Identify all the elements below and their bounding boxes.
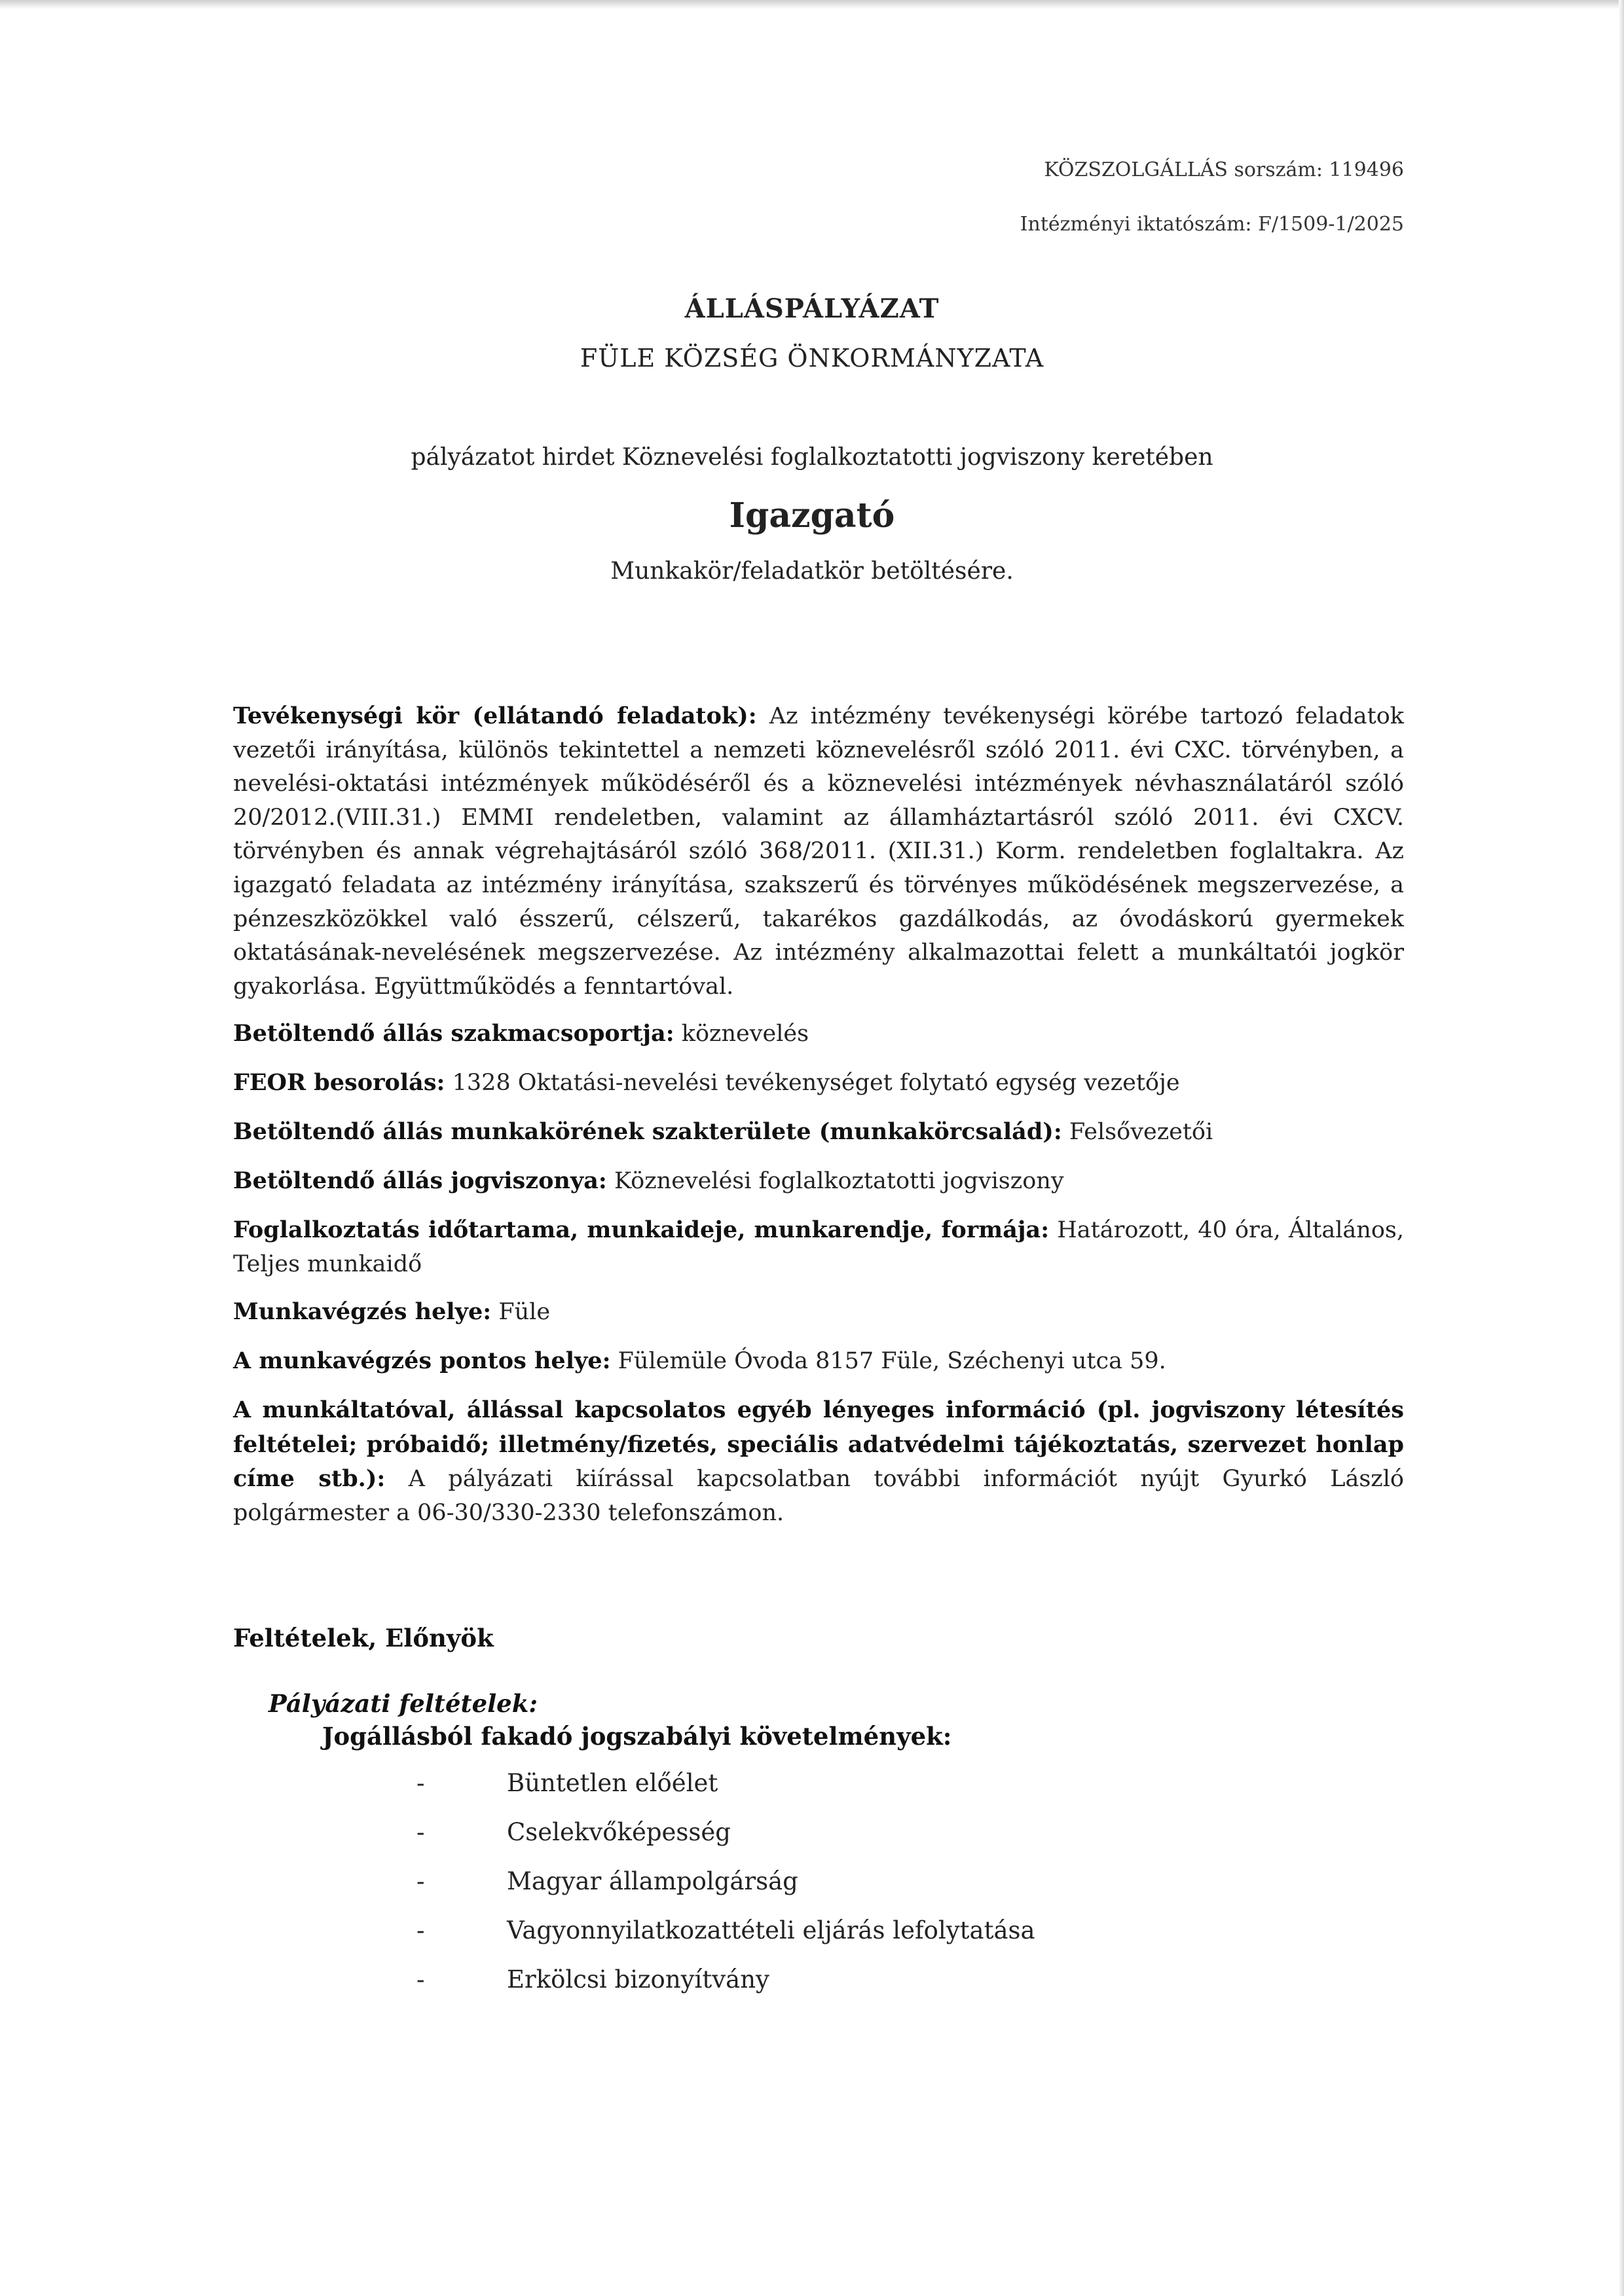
list-dash: - (416, 1965, 425, 1994)
position-title: Igazgató (729, 496, 895, 536)
list-dash: - (416, 1867, 425, 1895)
place-label: Munkavégzés helye: (233, 1298, 492, 1325)
employment-text: Határozott, 40 óra, Általános, Teljes munkaidő (233, 1217, 1404, 1277)
other-info-paragraph (233, 1393, 1404, 1530)
position-subtitle: Munkakör/feladatkör betöltésére. (610, 558, 1014, 585)
feor-paragraph (233, 1066, 1404, 1101)
field-label: Betöltendő állás szakmacsoportja: (233, 1020, 674, 1047)
ref-number: KÖZSZOLGÁLLÁS sorszám: 119496 (1044, 158, 1404, 181)
requirements-heading: Jogállásból fakadó jogszabályi követelmények: (322, 1722, 952, 1751)
activity-label: Tevékenységi kör (ellátandó feladatok): (233, 702, 757, 729)
family-paragraph (233, 1115, 1404, 1150)
family-label: Betöltendő állás munkakörének szakterülete (munkakörcsalád): (233, 1118, 1062, 1145)
list-dash: - (416, 1818, 425, 1846)
document-type-heading: ÁLLÁSPÁLYÁZAT (684, 293, 940, 324)
exact-place-paragraph (233, 1344, 1404, 1379)
feor-text: 1328 Oktatási-nevelési tevékenységet folytató egység vezetője (445, 1070, 1180, 1096)
requirement-text: Cselekvőképesség (507, 1818, 731, 1846)
requirement-text: Magyar állampolgárság (507, 1867, 798, 1895)
conditions-heading: Feltételek, Előnyök (233, 1624, 494, 1652)
organization-heading: FÜLE KÖZSÉG ÖNKORMÁNYZATA (580, 344, 1044, 373)
place-text: Füle (491, 1299, 551, 1325)
field-paragraph (233, 1017, 1404, 1051)
activity-text: Az intézmény tevékenységi körébe tartozó feladatok vezetői irányítása, különös tekintettel a nemzeti köznevelésről szóló 2011. évi CXC. törvényben, a nevelési-oktatási intézmények működéséről és a köznevelési intézmények névhasználatáról szóló 20/2012.(VIII.31.) EMMI rendeletben, valamint az államháztartásról szóló 2011. évi CXCV. törvényben és annak végrehajtásáról szóló 368/2011. (XII.31.) Korm. rendeletben foglaltakra. Az igazgató feladata az intézmény irányítása, szakszerű és törvényes működésének megszervezése, a pénzeszközökkel való ésszerű, célszerű, takarékos gazdálkodás, az óvodáskorú gyermekek oktatásának-nevelésének megszervezése. Az intézmény alkalmazottai felett a munkáltatói jogkör gyakorlása. Együttműködés a fenntartóval. (233, 703, 1404, 1000)
list-dash: - (416, 1916, 425, 1944)
exact-place-text: Fülemüle Óvoda 8157 Füle, Széchenyi utca 59. (610, 1348, 1166, 1374)
relation-label: Betöltendő állás jogviszonya: (233, 1167, 607, 1194)
other-info-label: A munkáltatóval, állással kapcsolatos egyéb lényeges információ (pl. jogviszony létesítés feltételei; próbaidő; illetmény/fizetés, speciális adatvédelmi tájékoztatás, szervezet honlap címe stb.): (233, 1396, 1404, 1493)
feor-label: FEOR besorolás: (233, 1069, 445, 1096)
relation-text: Köznevelési foglalkoztatotti jogviszony (606, 1168, 1064, 1194)
family-text: Felsővezetői (1061, 1119, 1213, 1145)
place-paragraph (233, 1295, 1404, 1330)
conditions-subheading: Pályázati feltételek: (268, 1689, 538, 1718)
announcement-intro: pályázatot hirdet Köznevelési foglalkoztatotti jogviszony keretében (411, 444, 1213, 471)
field-text: köznevelés (674, 1021, 809, 1047)
requirement-text: Erkölcsi bizonyítvány (507, 1965, 769, 1994)
activity-paragraph (233, 699, 1404, 1004)
relation-paragraph (233, 1164, 1404, 1199)
employment-paragraph (233, 1213, 1404, 1281)
other-info-text: A pályázati kiírással kapcsolatban további információt nyújt Gyurkó László polgármester a 06-30/330-2330 telefonszámon. (233, 1466, 1404, 1526)
employment-label: Foglalkoztatás időtartama, munkaideje, munkarendje, formája: (233, 1216, 1050, 1243)
requirement-text: Vagyonnyilatkozattételi eljárás lefolytatása (507, 1916, 1035, 1944)
filing-number: Intézményi iktatószám: F/1509-1/2025 (1020, 213, 1404, 236)
scan-edge-top (0, 0, 1624, 9)
exact-place-label: A munkavégzés pontos helye: (233, 1347, 611, 1374)
list-dash: - (416, 1769, 425, 1797)
requirement-text: Büntetlen előélet (507, 1769, 718, 1797)
